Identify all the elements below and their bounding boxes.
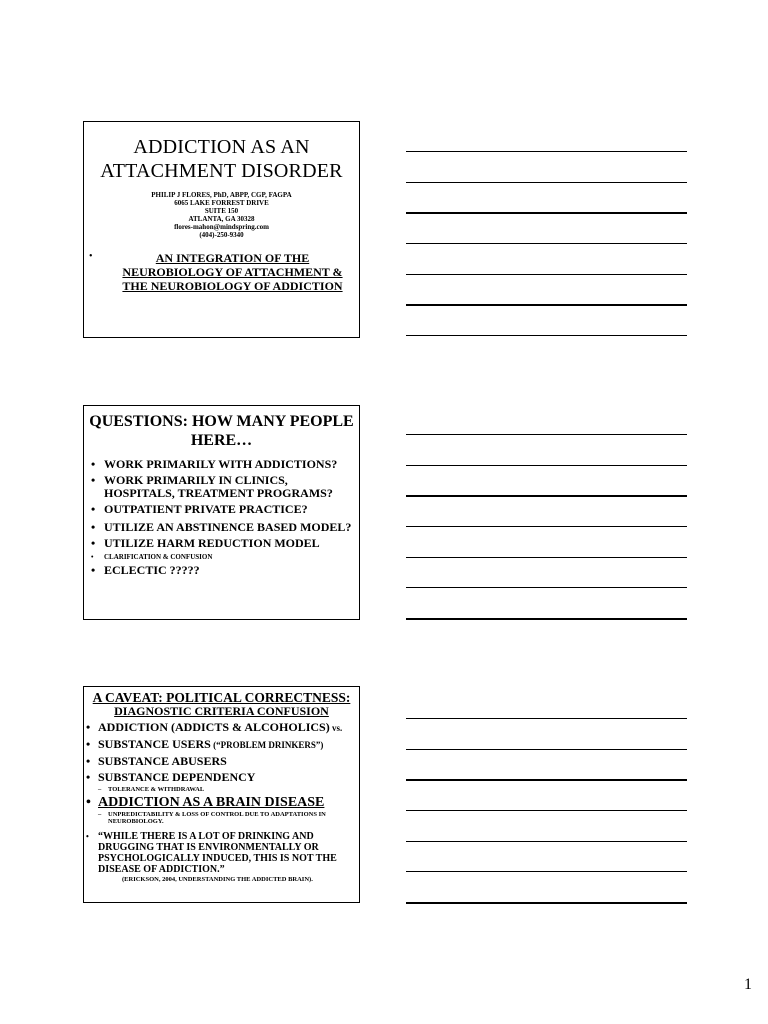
list-item: [86, 737, 355, 752]
list-item-text: UTILIZE HARM REDUCTION MODEL: [104, 536, 320, 550]
citation: (ERICKSON, 2004, UNDERSTANDING THE ADDICTED BRAIN).: [122, 876, 313, 883]
list-subitem: [86, 811, 355, 825]
bullet-marker: •: [86, 832, 89, 841]
list-subitem: [91, 553, 355, 562]
slide-3: [83, 686, 360, 903]
bullet-marker: •: [86, 754, 91, 768]
bullet-marker: •: [91, 457, 96, 471]
slide-3-subtitle: DIAGNOSTIC CRITERIA CONFUSION: [114, 704, 329, 718]
list-item-text: ECLECTIC ?????: [104, 563, 200, 577]
bullet-marker: •: [91, 536, 96, 550]
list-item: [91, 503, 355, 516]
list-item: [86, 795, 355, 811]
note-line: [406, 274, 687, 275]
slide-3-title: A CAVEAT: POLITICAL CORRECTNESS:: [92, 690, 351, 705]
dash-marker: –: [98, 786, 102, 793]
list-item-tail: (“PROBLEM DRINKERS”): [210, 740, 324, 750]
note-line: [406, 243, 687, 244]
list-item: [86, 831, 355, 875]
note-line: [406, 465, 687, 466]
bullet-marker: •: [91, 553, 94, 561]
note-line: [406, 182, 687, 183]
note-line: [406, 212, 687, 214]
bullet-marker: •: [86, 770, 91, 784]
list-item-text: OUTPATIENT PRIVATE PRACTICE?: [104, 502, 308, 516]
list-item: [91, 474, 355, 500]
bullet-marker: •: [91, 563, 96, 577]
slide-2-list: [84, 458, 359, 577]
slide-3-list: [84, 720, 359, 875]
list-item-text: WORK PRIMARILY WITH ADDICTIONS?: [104, 457, 338, 471]
note-line: [406, 749, 687, 750]
bullet-marker: •: [91, 502, 96, 516]
note-line: [406, 841, 687, 842]
list-item-text: ADDICTION AS A BRAIN DISEASE: [98, 795, 325, 810]
list-item-text: ADDICTION (ADDICTS & ALCOHOLICS): [98, 720, 330, 734]
slide-2-title: QUESTIONS: HOW MANY PEOPLE HERE…: [89, 413, 354, 449]
author-city: ATLANTA, GA 30328: [188, 215, 255, 223]
author-name: PHILIP J FLORES, PhD, ABPP, CGP, FAGPA: [151, 191, 292, 199]
list-item-text: UNPREDICTABILITY & LOSS OF CONTROL DUE TO ADAPTATIONS IN NEUROBIOLOGY.: [108, 811, 326, 825]
list-item: [91, 537, 355, 550]
bullet-marker: •: [89, 251, 93, 262]
dash-marker: –: [98, 811, 102, 818]
note-line: [406, 902, 687, 904]
list-item: [86, 754, 355, 768]
note-line: [406, 871, 687, 872]
note-line: [406, 335, 687, 336]
note-line: [406, 779, 687, 781]
list-item: [91, 564, 355, 577]
page-number: 1: [744, 976, 752, 993]
note-line: [406, 495, 687, 497]
list-item-text: UTILIZE AN ABSTINENCE BASED MODEL?: [104, 520, 352, 534]
author-suite: SUITE 150: [204, 207, 239, 215]
list-item: [86, 770, 355, 784]
list-item-text: SUBSTANCE USERS: [98, 737, 211, 751]
list-item-text: SUBSTANCE DEPENDENCY: [98, 770, 256, 784]
slide-1-title: ADDICTION AS AN ATTACHMENT DISORDER: [100, 136, 343, 182]
bullet-marker: •: [86, 720, 91, 734]
bullet-marker: •: [91, 520, 96, 534]
list-item-text: TOLERANCE & WITHDRAWAL: [108, 786, 205, 793]
note-line: [406, 587, 687, 588]
note-line: [406, 557, 687, 558]
note-line: [406, 304, 687, 306]
note-line: [406, 151, 687, 152]
list-item-text: SUBSTANCE ABUSERS: [98, 754, 227, 768]
slide-2: [83, 405, 360, 620]
bullet-marker: •: [86, 737, 91, 751]
quote-text: “WHILE THERE IS A LOT OF DRINKING AND DRUGGING THAT IS ENVIRONMENTALLY OR PSYCHOLOGICALLY INDUCED, THIS IS NOT THE DISEASE OF ADDICTION.”: [98, 831, 337, 875]
list-item: [91, 521, 355, 534]
list-item-tail: vs.: [329, 723, 343, 733]
author-phone: (404)-250-9340: [199, 231, 244, 239]
list-item-text: WORK PRIMARILY IN CLINICS, HOSPITALS, TREATMENT PROGRAMS?: [104, 473, 333, 500]
list-item-text: CLARIFICATION & CONFUSION: [104, 553, 213, 561]
author-street: 6065 LAKE FORREST DRIVE: [174, 199, 269, 207]
note-line: [406, 810, 687, 811]
list-item: [86, 720, 355, 735]
note-line: [406, 718, 687, 719]
author-email: flores-mahon@mindspring.com: [174, 223, 269, 231]
author-block: [84, 191, 359, 239]
slide-1-bullet: [84, 251, 359, 293]
list-subitem: [86, 786, 355, 793]
note-line: [406, 526, 687, 527]
bullet-marker: •: [91, 473, 96, 487]
note-line: [406, 434, 687, 435]
slide-1: [83, 121, 360, 338]
bullet-marker: •: [86, 795, 91, 810]
note-line: [406, 618, 687, 620]
slide-1-bullet-text: AN INTEGRATION OF THE NEUROBIOLOGY OF ATTACHMENT & THE NEUROBIOLOGY OF ADDICTION: [122, 251, 343, 293]
list-item: [91, 458, 355, 471]
